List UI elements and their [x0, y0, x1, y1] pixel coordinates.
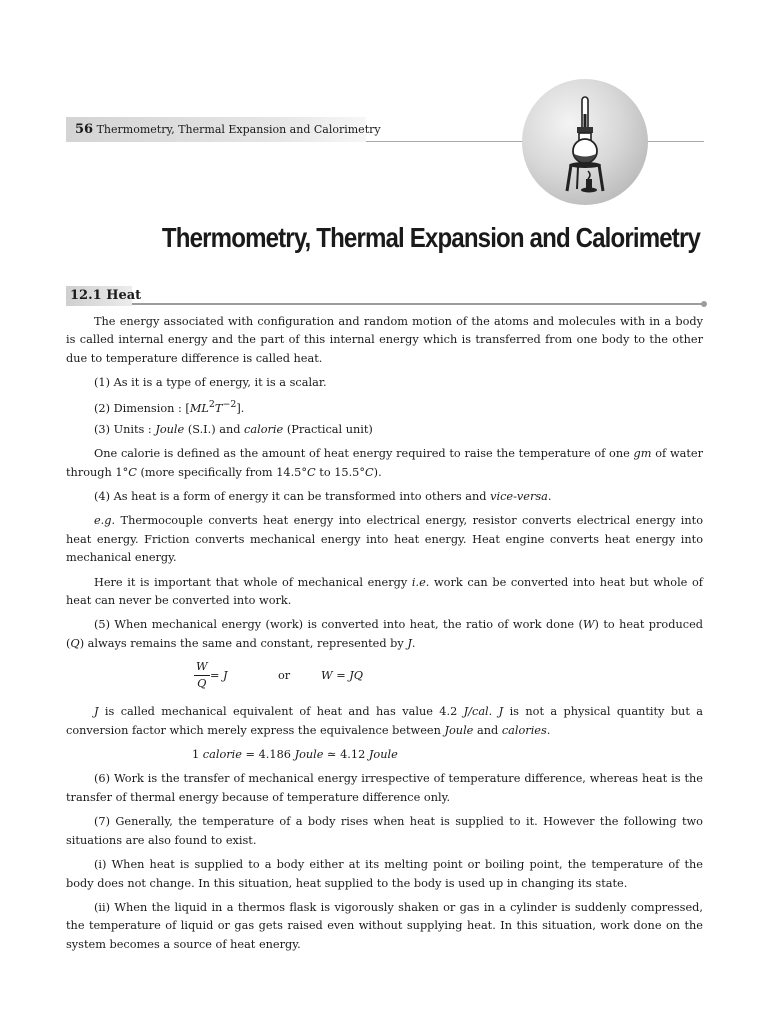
case-ii-work-done: (ii) When the liquid in a thermos flask is vigorously shaken or gas in a cylinder is suddenly compressed, the temperature of liquid or gas gets raised even without supplying heat. In this situation, work done on the system becomes a source of heat energy. [66, 900, 703, 951]
chapter-title: Thermometry, Thermal Expansion and Calorimetry [161, 222, 700, 253]
page-number: 56 [75, 122, 94, 137]
equation-calorie-joule: 1 calorie = 4.186 Joule ≃ 4.12 Joule [192, 748, 398, 762]
paragraph-examples: e.g. Thermocouple converts heat energy into electrical energy, resistor converts electrical energy into heat energy. Friction converts mechanical energy into heat energy. Heat engine converts heat energy into mechanical energy. [66, 514, 703, 565]
point-1-scalar: (1) As it is a type of energy, it is a scalar. [94, 376, 327, 390]
section-heading: 12.1 Heat [66, 286, 132, 306]
section-rule-dot [701, 301, 707, 307]
point-5-mechanical-equivalent: (5) When mechanical energy (work) is converted into heat, the ratio of work done (W) to heat produced (Q) always remains the same and constant, represented by J. [66, 618, 703, 650]
thermometer-flask-icon [522, 79, 648, 205]
chapter-emblem [522, 79, 648, 205]
body-text [66, 313, 703, 960]
paragraph-heat-definition: The energy associated with configuration and random motion of the atoms and molecules with in a body is called internal energy and the part of this internal energy which is transferred from one body to the other due to temperature difference is called heat. [66, 315, 703, 365]
section-rule [132, 303, 704, 305]
paragraph-work-to-heat: Here it is important that whole of mechanical energy i.e. work can be converted into heat but whole of heat can never be converted into work. [66, 575, 703, 608]
running-title: Thermometry, Thermal Expansion and Calorimetry [96, 123, 381, 136]
paragraph-calorie-definition: One calorie is defined as the amount of heat energy required to raise the temperature of one gm of water through 1°C (more specifically from 14.5°C to 15.5°C). [66, 447, 703, 479]
point-6-work-vs-heat: (6) Work is the transfer of mechanical energy irrespective of temperature difference, whereas heat is the transfer of thermal energy because of temperature difference only. [66, 772, 703, 804]
point-4-transform: (4) As heat is a form of energy it can be transformed into others and vice-versa. [94, 490, 552, 504]
equation-w-over-q: $\frac{W}{Q}$ = J or W = JQ [196, 660, 364, 691]
case-i-phase-change: (i) When heat is supplied to a body either at its melting point or boiling point, the temperature of the body does not change. In this situation, heat supplied to the body is used up in changing its state. [66, 858, 703, 890]
point-3-units: (3) Units : Joule (S.I.) and calorie (Practical unit) [94, 422, 373, 436]
fraction: $\frac{W}{Q}$ [196, 660, 208, 691]
paragraph-j-value: J is called mechanical equivalent of heat and has value 4.2 J/cal. J is not a physical quantity but a conversion factor which merely express the equivalence between Joule and calories. [66, 705, 703, 737]
point-7-temperature: (7) Generally, the temperature of a body rises when heat is supplied to it. However the following two situations are also found to exist. [66, 815, 703, 847]
running-header [66, 117, 381, 142]
point-2-dimension: (2) Dimension : $[ML^2T^{-2}]$. [94, 398, 245, 415]
